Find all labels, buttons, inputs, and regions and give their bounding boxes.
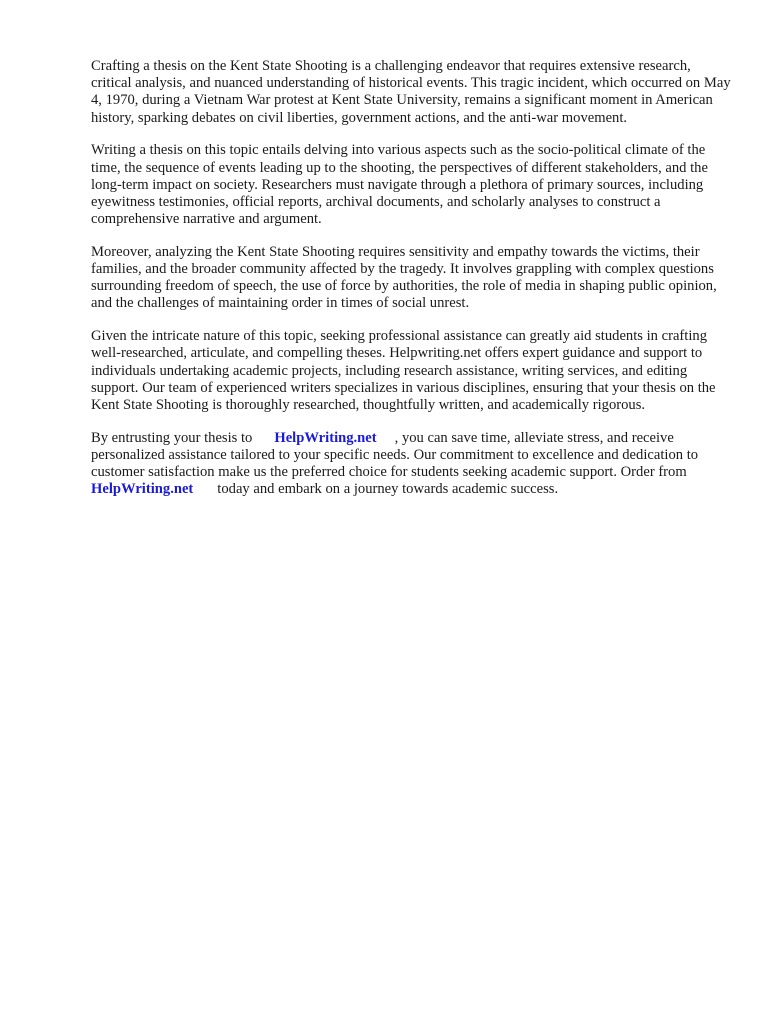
paragraph-topic: Writing a thesis on this topic entails delving into various aspects such as the socio-political climate of the time, the sequence of events leading up to the shooting, the perspectives of different stakeholders, and the long-term impact on society. Researchers must navigate through a plethora of primary sources, including eyewitness testimonies, official reports, archival documents, and scholarly analyses to construct a comprehensive narrative and argument. xyxy=(91,142,708,228)
helpwriting-link-1[interactable]: HelpWriting.net xyxy=(274,429,377,446)
closing-text-3: today and embark on a journey towards academic success. xyxy=(217,481,559,498)
closing-text-2: , you can save time, alleviate stress, and receive personalized assistance tailored to your specific needs. Our commitment to excellence and dedication to customer satisfaction make us the preferred choice for students seeking academic support. Order from xyxy=(91,429,699,481)
paragraph-closing xyxy=(91,430,731,499)
paragraph-sensitivity: Moreover, analyzing the Kent State Shooting requires sensitivity and empathy towards the victims, their families, and the broader community affected by the tragedy. It involves grappling with complex questions surrounding freedom of speech, the use of force by authorities, the role of media in shaping public opinion, and the challenges of maintaining order in times of social unrest. xyxy=(91,243,717,312)
document-page xyxy=(91,58,731,514)
paragraph-intro: Crafting a thesis on the Kent State Shooting is a challenging endeavor that requires extensive research, critical analysis, and nuanced understanding of historical events. This tragic incident, which occurred on May 4, 1970, during a Vietnam War protest at Kent State University, remains a significant moment in American history, sparking debates on civil liberties, government actions, and the anti-war movement. xyxy=(91,58,731,126)
helpwriting-link-2[interactable]: HelpWriting.net xyxy=(91,481,194,498)
closing-text-1: By entrusting your thesis to xyxy=(91,429,253,446)
paragraph-assistance: Given the intricate nature of this topic, seeking professional assistance can greatly aid students in crafting well-researched, articulate, and compelling theses. Helpwriting.net offers expert guidance and support to individuals undertaking academic projects, including research assistance, writing services, and editing support. Our team of experienced writers specializes in various disciplines, ensuring that your thesis on the Kent State Shooting is thoroughly researched, thoughtfully written, and academically rigorous. xyxy=(91,328,716,413)
